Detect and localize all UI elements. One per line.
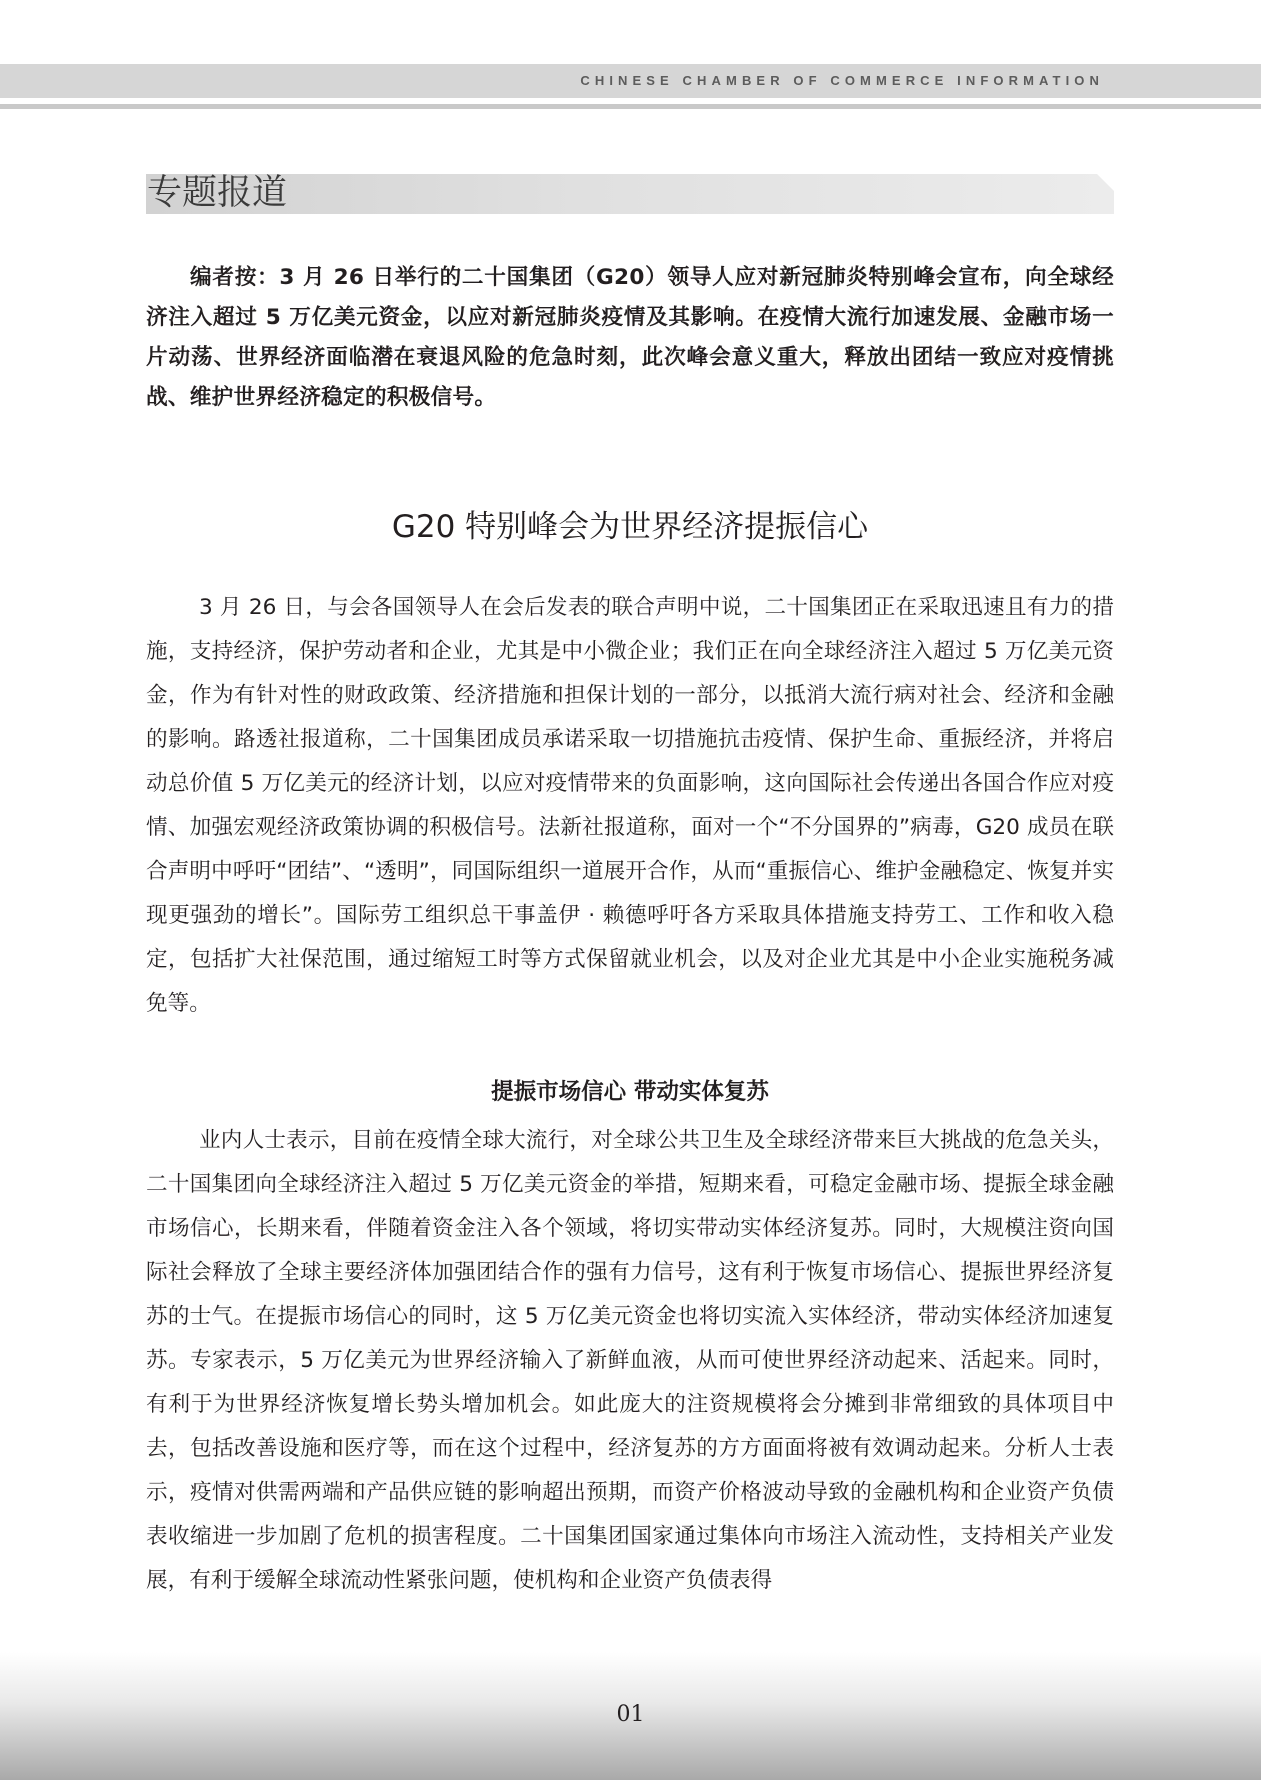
article-subheading: 提振市场信心 带动实体复苏 <box>491 1079 769 1105</box>
section-title-band <box>146 174 1114 214</box>
header-caption: CHINESE CHAMBER OF COMMERCE INFORMATION <box>580 73 1104 88</box>
editor-note: 编者按：3 月 26 日举行的二十国集团（G20）领导人应对新冠肺炎特别峰会宣布，向全球经济注入超过 5 万亿美元资金，以应对新冠肺炎疫情及其影响。在疫情大流行加速发展、金融市场一片动荡、世界经济面临潜在衰退风险的危急时刻，此次峰会意义重大，释放出团结一致应对疫情挑战、维护世界经济稳定的积极信号。 <box>146 265 1114 410</box>
article-headline: G20 特别峰会为世界经济提振信心 <box>391 509 869 545</box>
section-title: 专题报道 <box>147 173 288 213</box>
page-number: 01 <box>616 1702 645 1727</box>
article-paragraph: 3 月 26 日，与会各国领导人在会后发表的联合声明中说，二十国集团正在采取迅速且有力的措施，支持经济，保护劳动者和企业，尤其是中小微企业；我们正在向全球经济注入超过 5 万亿美元资金，作为有针对性的财政政策、经济措施和担保计划的一部分，以抵消大流行病对社会、经济和金融的影响。路透社报道称，二十国集团成员承诺采取一切措施抗击疫情、保护生命、重振经济，并将启动总价值 5 万亿美元的经济计划，以应对疫情带来的负面影响，这向国际社会传递出各国合作应对疫情、加强宏观经济政策协调的积极信号。法新社报道称，面对一个“不分国界的”病毒，G20 成员在联合声明中呼吁“团结”、“透明”，同国际组织一道展开合作，从而“重振信心、维护金融稳定、恢复并实现更强劲的增长”。国际劳工组织总干事盖伊 · 赖德呼吁各方采取具体措施支持劳工、工作和收入稳定，包括扩大社保范围，通过缩短工时等方式保留就业机会，以及对企业尤其是中小企业实施税务减免等。 <box>146 595 1114 1016</box>
article-paragraph: 业内人士表示，目前在疫情全球大流行，对全球公共卫生及全球经济带来巨大挑战的危急关头，二十国集团向全球经济注入超过 5 万亿美元资金的举措，短期来看，可稳定金融市场、提振全球金融市场信心，长期来看，伴随着资金注入各个领域，将切实带动实体经济复苏。同时，大规模注资向国际社会释放了全球主要经济体加强团结合作的强有力信号，这有利于恢复市场信心、提振世界经济复苏的士气。在提振市场信心的同时，这 5 万亿美元资金也将切实流入实体经济，带动实体经济加速复苏。专家表示，5 万亿美元为世界经济输入了新鲜血液，从而可使世界经济动起来、活起来。同时，有利于为世界经济恢复增长势头增加机会。如此庞大的注资规模将会分摊到非常细致的具体项目中去，包括改善设施和医疗等，而在这个过程中，经济复苏的方方面面将被有效调动起来。分析人士表示，疫情对供需两端和产品供应链的影响超出预期，而资产价格波动导致的金融机构和企业资产负债表收缩进一步加剧了危机的损害程度。二十国集团国家通过集体向市场注入流动性，支持相关产业发展，有利于缓解全球流动性紧张问题，使机构和企业资产负债表得 <box>146 1128 1114 1593</box>
header-divider <box>0 104 1261 109</box>
